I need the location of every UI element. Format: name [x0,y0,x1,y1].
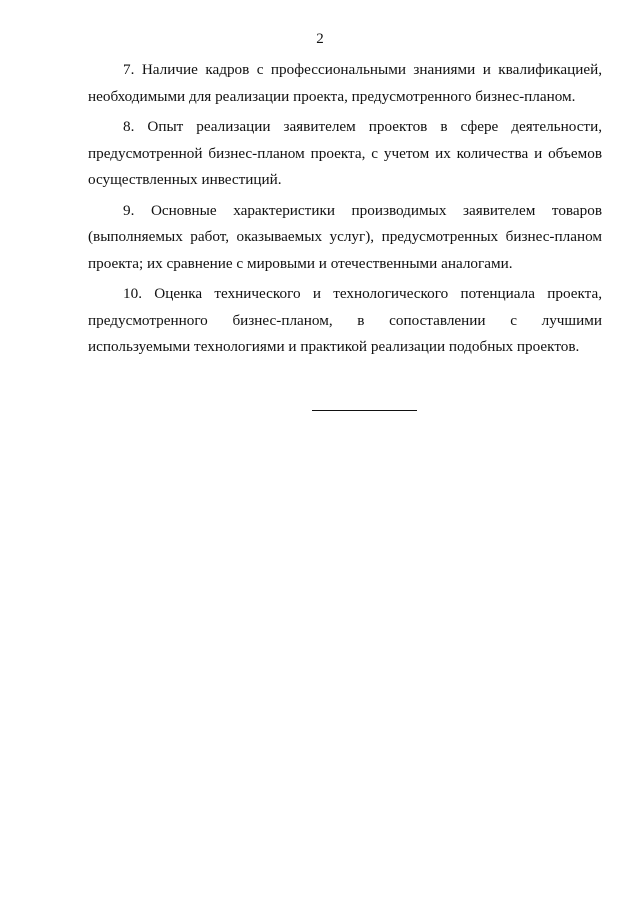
document-body [88,57,602,365]
page-number: 2 [316,31,324,47]
paragraph-item-7: 7. Наличие кадров с профессиональными знаниями и квалификацией, необходимыми для реализации проекта, предусмотренного бизнес-планом. [88,61,602,105]
paragraph-item-10: 10. Оценка технического и технологического потенциала проекта, предусмотренного бизнес-планом, в сопоставлении с лучшими используемыми технологиями и практикой реализации подобных проектов. [88,285,602,355]
paragraph-item-9: 9. Основные характеристики производимых заявителем товаров (выполняемых работ, оказываемых услуг), предусмотренных бизнес-планом проекта; их сравнение с мировыми и отечественными аналогами. [88,201,602,272]
end-of-text-divider [312,410,417,411]
paragraph-item-8: 8. Опыт реализации заявителем проектов в сфере деятельности, предусмотренной бизнес-планом проекта, с учетом их количества и объемов осуществленных инвестиций. [88,118,602,188]
